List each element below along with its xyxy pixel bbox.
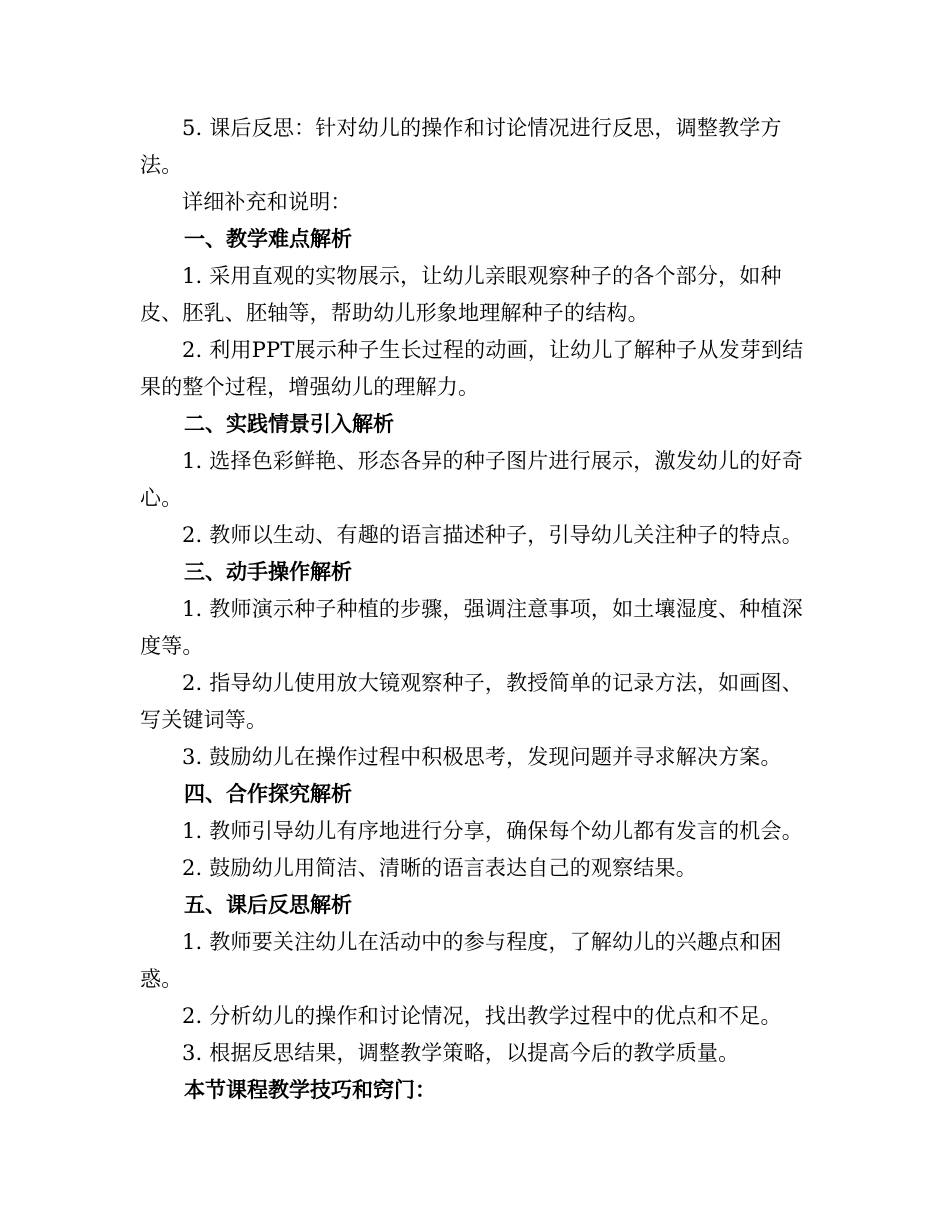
paragraph-reflection-step: 5. 课后反思：针对幼儿的操作和讨论情况进行反思，调整教学方法。: [140, 116, 782, 177]
heading-hands-on: 三、动手操作解析: [184, 560, 352, 584]
paragraph-item: 3. 鼓励幼儿在操作过程中积极思考，发现问题并寻求解决方案。: [182, 745, 782, 769]
paragraph-item: 2. 教师以生动、有趣的语言描述种子，引导幼儿关注种子的特点。: [182, 523, 803, 547]
paragraph-item: 2. 指导幼儿使用放大镜观察种子，教授简单的记录方法，如画图、写关键词等。: [140, 671, 803, 732]
paragraph-item: 1. 采用直观的实物展示，让幼儿亲眼观察种子的各个部分，如种皮、胚乳、胚轴等，帮助幼儿形象地理解种子的结构。: [140, 264, 782, 325]
paragraph-details-intro: 详细补充和说明：: [182, 190, 352, 214]
paragraph-item: 2. 鼓励幼儿用简洁、清晰的语言表达自己的观察结果。: [182, 856, 697, 880]
heading-practice-scenario: 二、实践情景引入解析: [184, 412, 394, 436]
document-body: [140, 110, 820, 1109]
paragraph-item: 1. 教师演示种子种植的步骤，强调注意事项，如土壤湿度、种植深度等。: [140, 597, 803, 658]
paragraph-item: 1. 选择色彩鲜艳、形态各异的种子图片进行展示，激发幼儿的好奇心。: [140, 449, 803, 510]
heading-post-class-reflection: 五、课后反思解析: [184, 893, 352, 917]
heading-teaching-difficulty: 一、教学难点解析: [184, 227, 352, 251]
paragraph-item: 3. 根据反思结果，调整教学策略，以提高今后的教学质量。: [182, 1041, 740, 1065]
heading-teaching-tips: 本节课程教学技巧和窍门：: [184, 1078, 436, 1102]
paragraph-item: 1. 教师引导幼儿有序地进行分享，确保每个幼儿都有发言的机会。: [182, 819, 803, 843]
paragraph-item: 2. 分析幼儿的操作和讨论情况，找出教学过程中的优点和不足。: [182, 1004, 782, 1028]
paragraph-item: 1. 教师要关注幼儿在活动中的参与程度，了解幼儿的兴趣点和困惑。: [140, 930, 782, 991]
paragraph-item: 2. 利用PPT展示种子生长过程的动画，让幼儿了解种子从发芽到结果的整个过程，增强幼儿的理解力。: [140, 338, 804, 399]
heading-cooperative-inquiry: 四、合作探究解析: [184, 782, 352, 806]
